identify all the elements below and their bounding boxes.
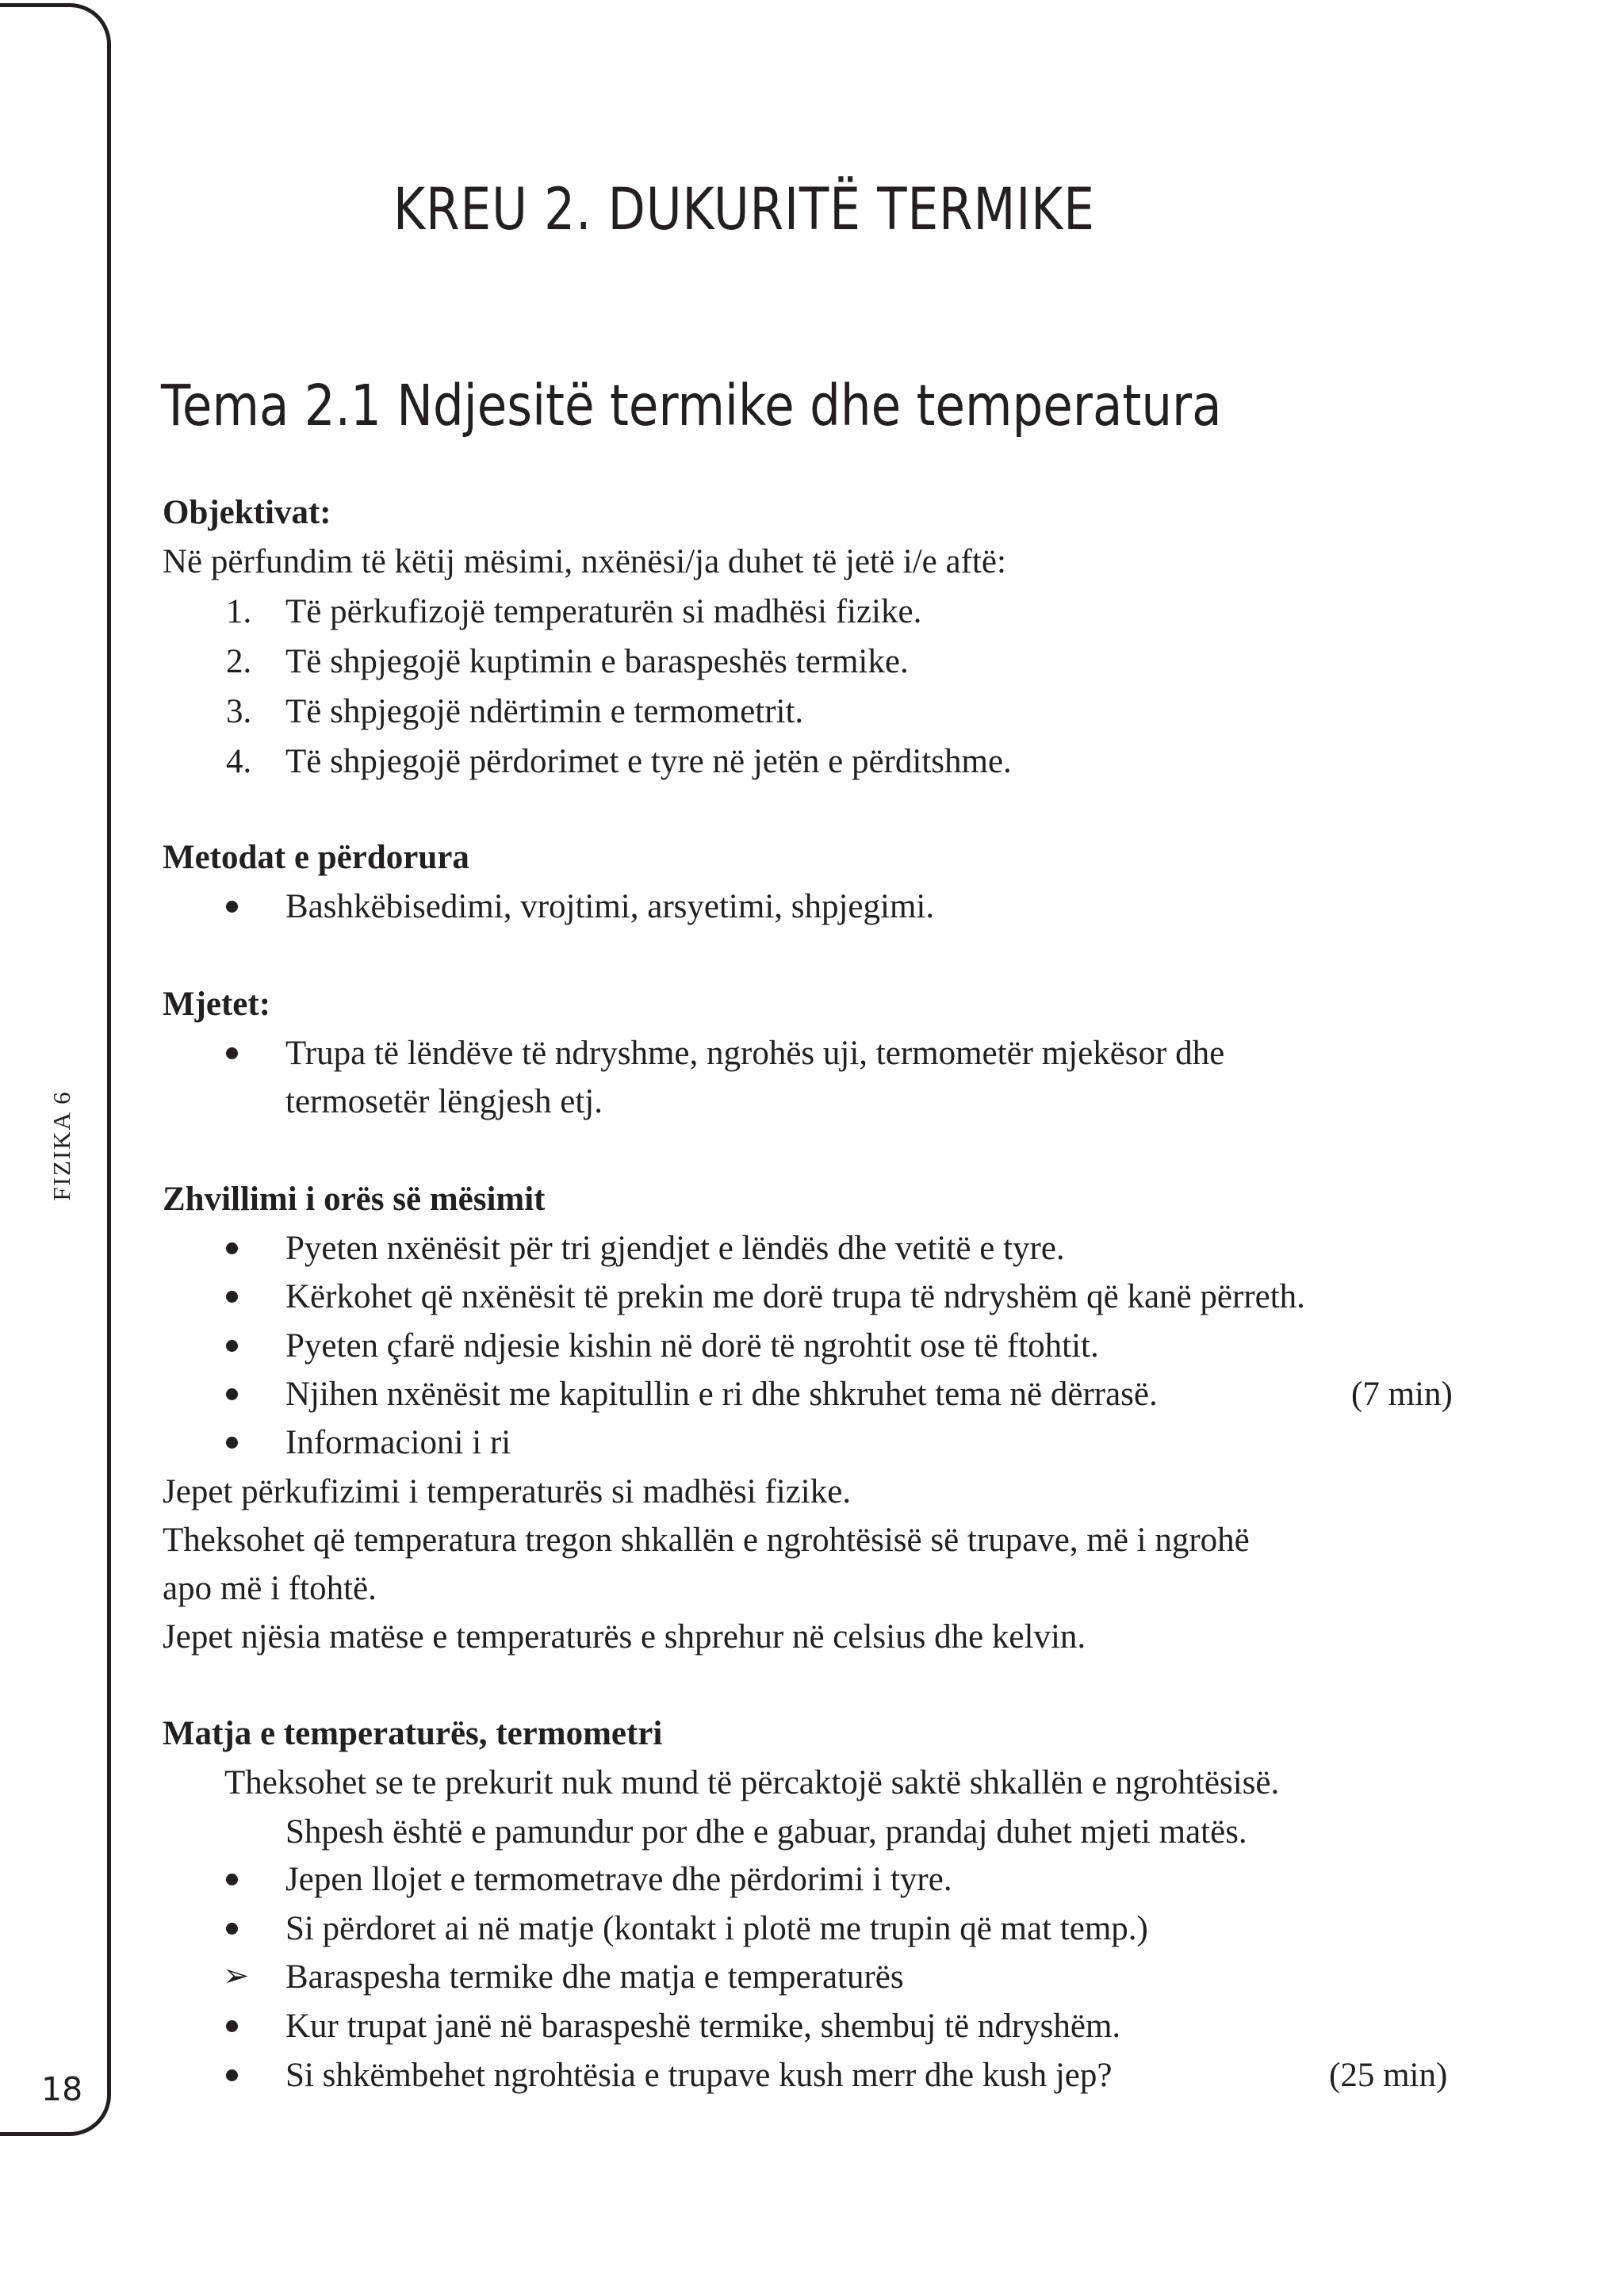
measurement-intro: Theksohet se te prekurit nuk mund të përcaktojë saktë shkallën e ngrohtësisë.	[224, 1764, 1280, 1801]
objective-number: 1.	[226, 593, 252, 630]
chapter-title: KREU 2. DUKURITË TERMIKE	[393, 176, 1095, 243]
development-item: Informacioni i ri	[285, 1424, 511, 1461]
measurement-item: Jepen llojet e termometrave dhe përdorimi i tyre.	[285, 1861, 952, 1898]
bullet-icon	[226, 901, 238, 913]
objective-number: 4.	[226, 743, 252, 780]
bullet-icon	[226, 2069, 238, 2081]
measurement-heading: Matja e temperaturës, termometri	[163, 1715, 663, 1752]
measurement-item: Si shkëmbehet ngrohtësia e trupave kush merr dhe kush jep?	[285, 2057, 1113, 2094]
objective-text: Të përkufizojë temperaturën si madhësi fizike.	[285, 593, 922, 630]
tool-text: Trupa të lëndëve të ndryshme, ngrohës uji, termometër mjekësor dhe	[285, 1035, 1225, 1072]
bullet-icon	[226, 1923, 238, 1935]
measurement-item: Kur trupat janë në baraspeshë termike, shembuj të ndryshëm.	[285, 2008, 1121, 2045]
topic-title: Tema 2.1 Ndjesitë termike dhe temperatura	[161, 373, 1222, 438]
time-note: (25 min)	[1329, 2057, 1448, 2094]
objective-number: 2.	[226, 643, 252, 680]
methods-heading: Metodat e përdorura	[163, 839, 469, 876]
development-paragraph: Jepet përkufizimi i temperaturës si madhësi fizike.	[163, 1473, 852, 1510]
method-text: Bashkëbisedimi, vrojtimi, arsyetimi, shpjegimi.	[285, 888, 935, 925]
objective-text: Të shpjegojë përdorimet e tyre në jetën e përditshme.	[285, 743, 1012, 780]
bullet-icon	[226, 1242, 238, 1254]
bullet-icon	[226, 1340, 238, 1352]
bullet-icon	[226, 1291, 238, 1303]
measurement-item: Si përdoret ai në matje (kontakt i plotë me trupin që mat temp.)	[285, 1910, 1148, 1947]
tools-heading: Mjetet:	[163, 986, 271, 1023]
page-number: 18	[41, 2070, 83, 2108]
development-paragraph: apo më i ftohtë.	[163, 1570, 377, 1607]
development-item: Kërkohet që nxënësit të prekin me dorë trupa të ndryshëm që kanë përreth.	[285, 1278, 1305, 1315]
time-note: (7 min)	[1351, 1376, 1453, 1413]
development-heading: Zhvillimi i orës së mësimit	[163, 1181, 546, 1218]
objectives-intro: Në përfundim të këtij mësimi, nxënësi/ja duhet të jetë i/e aftë:	[163, 543, 1006, 580]
bullet-icon	[226, 1047, 238, 1059]
objective-text: Të shpjegojë ndërtimin e termometrit.	[285, 693, 804, 730]
arrowhead-bullet-icon: ➢	[223, 1958, 250, 1994]
page-side-frame	[0, 3, 111, 2136]
bullet-icon	[226, 2020, 238, 2032]
bullet-icon	[226, 1874, 238, 1885]
development-item: Njihen nxënësit me kapitullin e ri dhe shkruhet tema në dërrasë.	[285, 1376, 1158, 1413]
bullet-icon	[226, 1437, 238, 1449]
tool-text: termosetër lëngjesh etj.	[285, 1083, 603, 1120]
objectives-heading: Objektivat:	[163, 494, 331, 531]
development-paragraph: Theksohet që temperatura tregon shkallën e ngrohtësisë së trupave, më i ngrohë	[163, 1522, 1250, 1559]
measurement-intro: Shpesh është e pamundur por dhe e gabuar, prandaj duhet mjeti matës.	[285, 1813, 1247, 1851]
objective-text: Të shpjegojë kuptimin e baraspeshës termike.	[285, 643, 909, 680]
development-item: Pyeten çfarë ndjesie kishin në dorë të ngrohtit ose të ftohtit.	[285, 1327, 1099, 1365]
book-side-label: FIZIKA 6	[48, 1090, 75, 1201]
measurement-item: Baraspesha termike dhe matja e temperaturës	[285, 1958, 904, 1996]
objective-number: 3.	[226, 693, 252, 730]
development-paragraph: Jepet njësia matëse e temperaturës e shprehur në celsius dhe kelvin.	[163, 1618, 1086, 1656]
bullet-icon	[226, 1388, 238, 1400]
development-item: Pyeten nxënësit për tri gjendjet e lëndës dhe vetitë e tyre.	[285, 1230, 1065, 1267]
